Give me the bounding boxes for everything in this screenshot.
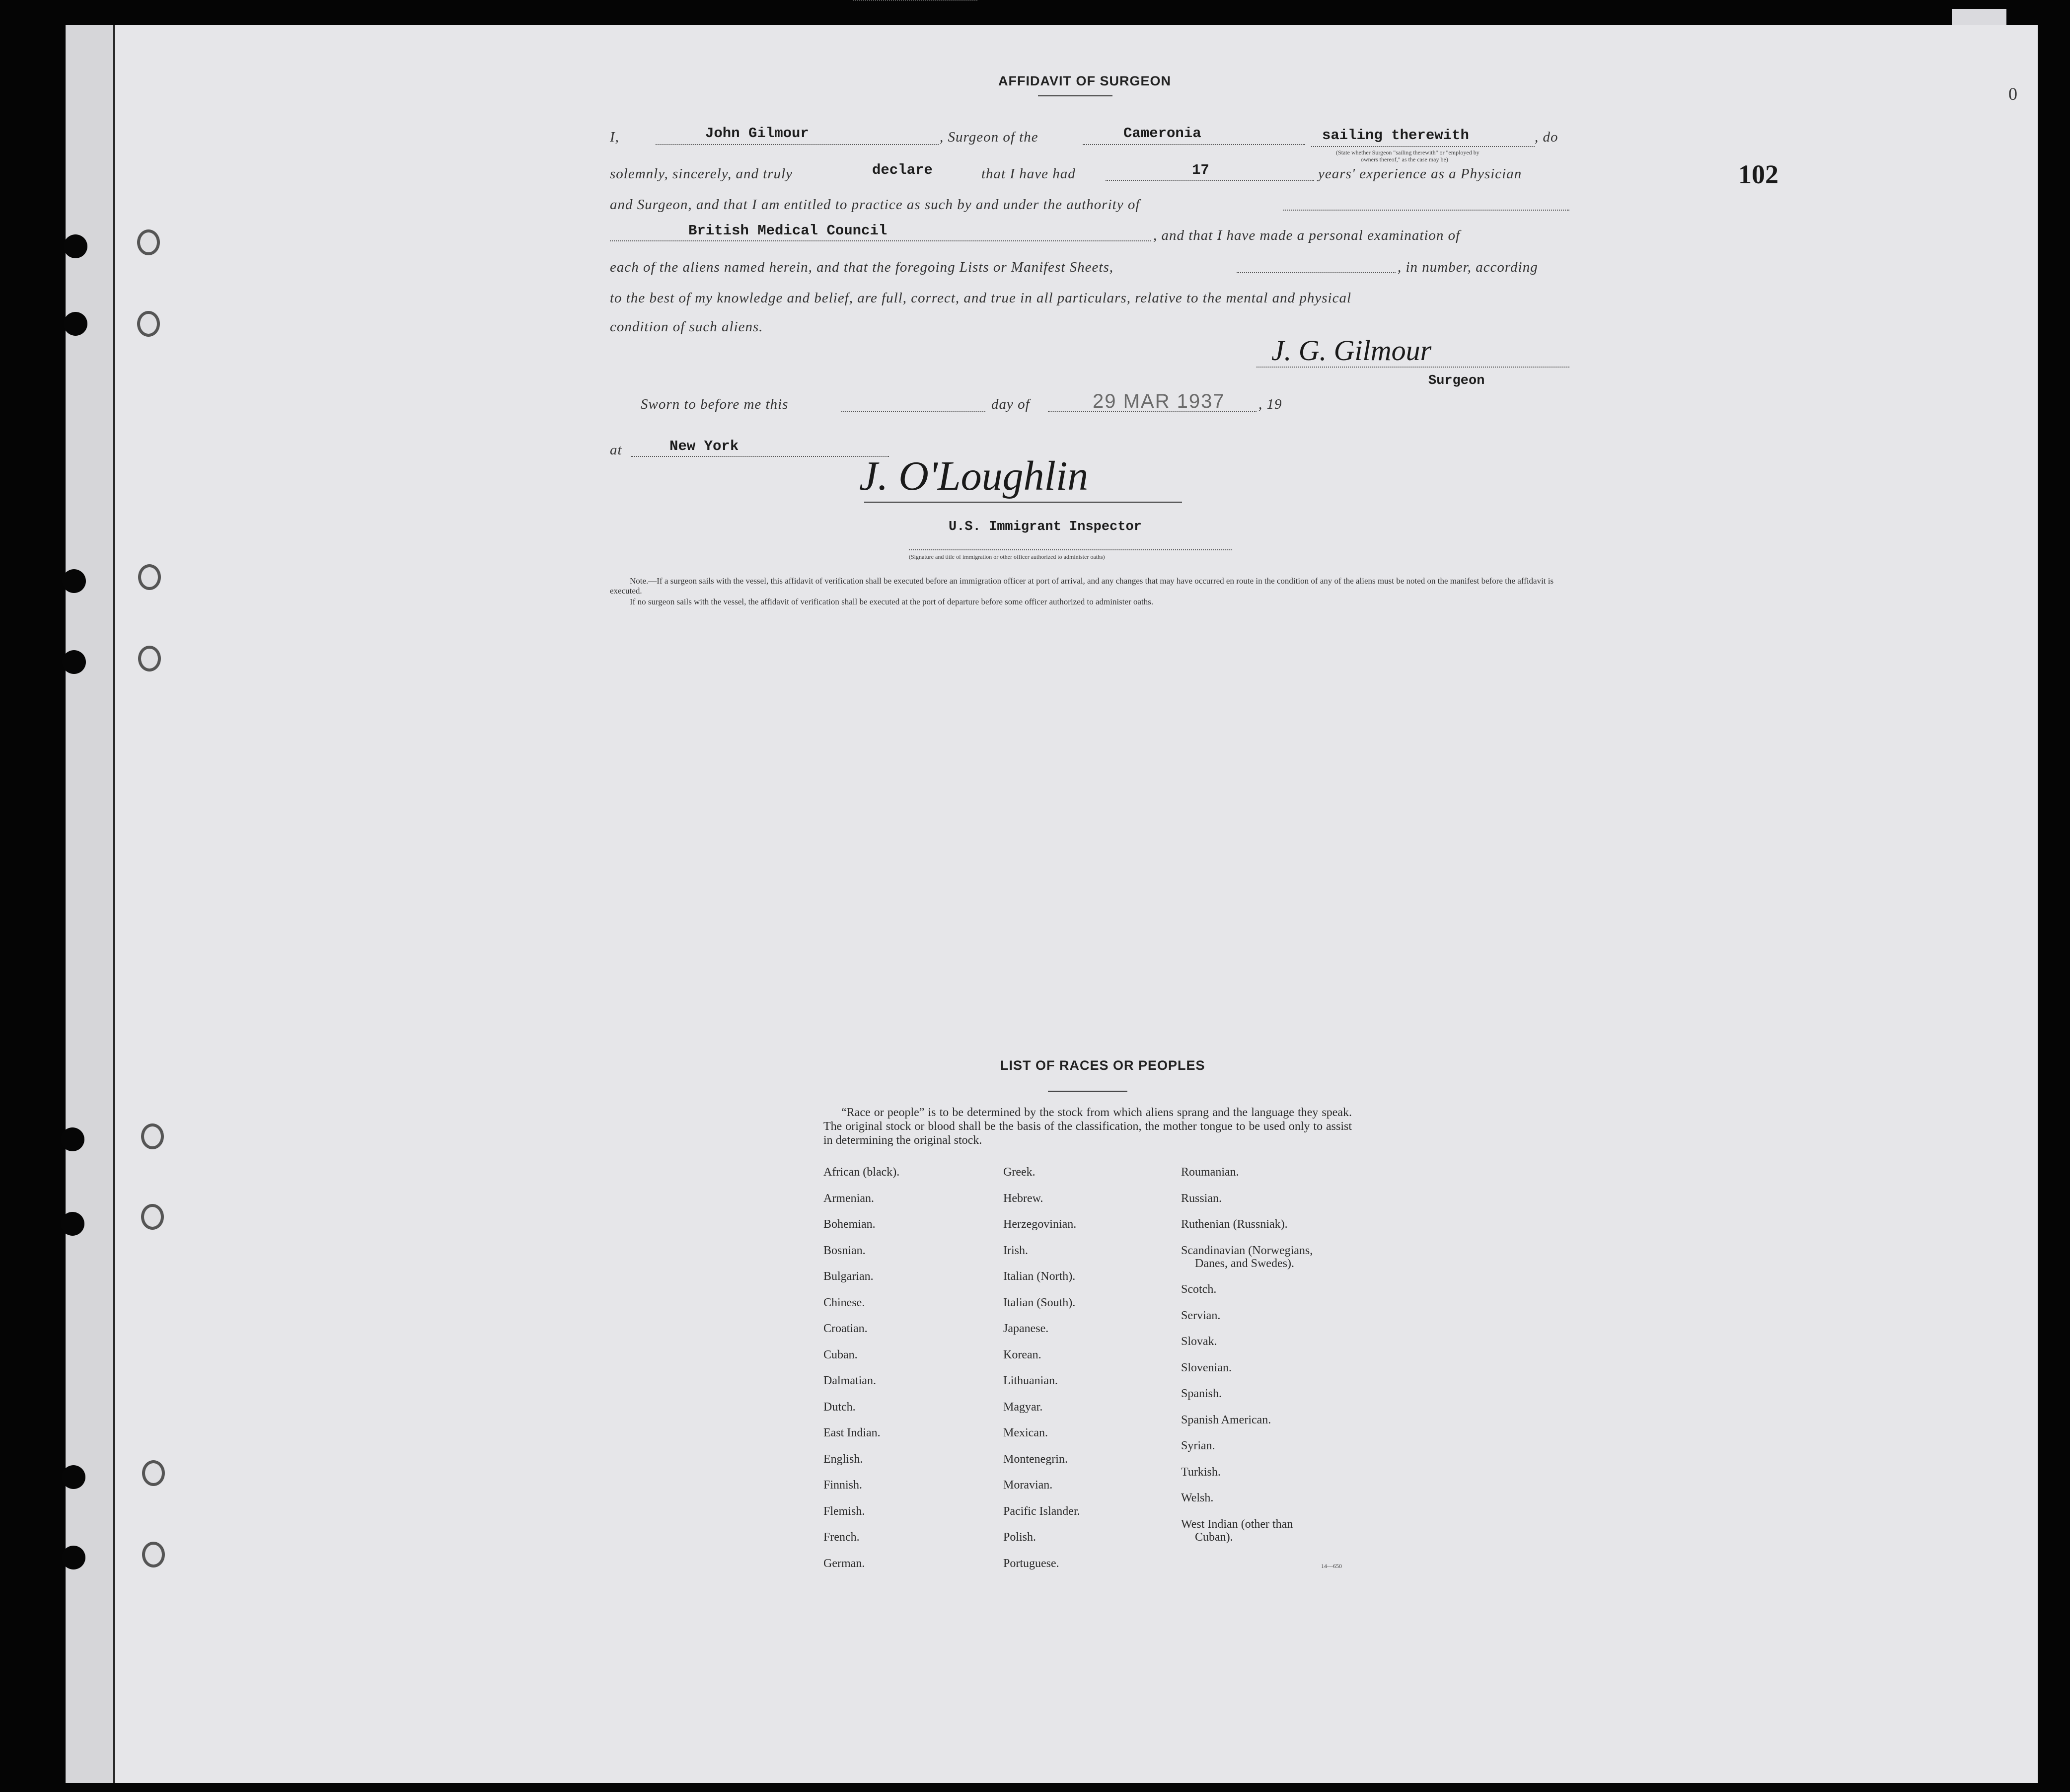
form-code: 14—650 (1321, 1563, 1342, 1569)
affidavit-text: , in number, according (1398, 259, 1538, 275)
race-item: Croatian. (823, 1322, 868, 1335)
binder-hole (62, 1465, 85, 1489)
binder-ring (138, 646, 161, 672)
sworn-day-line (841, 411, 985, 412)
affidavit-text: , do (1535, 129, 1558, 145)
affidavit-text: , and that I have made a personal examination of (1153, 227, 1461, 243)
races-column-1 (823, 1166, 899, 1583)
binder-hole (61, 1212, 84, 1236)
surgeon-signature-line (1257, 367, 1569, 368)
binder-hole (61, 1127, 84, 1151)
race-item: Irish. (1003, 1244, 1028, 1257)
race-item: Turkish. (1181, 1465, 1221, 1479)
binder-hole (64, 234, 87, 258)
race-item: Roumanian. (1181, 1166, 1239, 1179)
inspector-caption: (Signature and title of immigration or other officer authorized to administer oaths) (909, 553, 1105, 560)
corner-mark: 0 (2008, 84, 2017, 104)
affidavit-note: If no surgeon sails with the vessel, the affidavit of verification shall be executed at the port of departure before some officer authorized to administer oaths. (630, 597, 1154, 606)
affidavit-text: years' experience as a Physician (1318, 166, 1522, 182)
status-line (1311, 146, 1535, 147)
date-stamp: 29 MAR 1937 (1093, 390, 1225, 412)
races-column-3 (1181, 1166, 1313, 1544)
at-label: at (610, 442, 622, 458)
race-item: Danes, and Swedes). (1195, 1257, 1294, 1270)
race-item: Polish. (1003, 1531, 1036, 1544)
sheets-count-line (1237, 272, 1396, 273)
sworn-text: day of (991, 396, 1030, 412)
races-title-rule (1048, 1091, 1127, 1092)
race-item: French. (823, 1531, 860, 1544)
race-item: Pacific Islander. (1003, 1504, 1080, 1518)
race-item: English. (823, 1452, 863, 1466)
binder-hole (62, 650, 86, 674)
affidavit-text: I, (610, 129, 619, 145)
race-item: Greek. (1003, 1166, 1035, 1179)
race-item: Russian. (1181, 1192, 1222, 1205)
races-intro: “Race or people” is to be determined by the stock from which aliens sprang and the language they speak. The original stock or blood shall be the basis of the classification, the mother tongue to be used only to assist in determining the original stock. (823, 1106, 1352, 1147)
affidavit-text: , Surgeon of the (940, 129, 1038, 145)
binder-ring (142, 1542, 165, 1568)
status-instruction: owners thereof," as the case may be) (1361, 156, 1448, 163)
surgeon-status-field: sailing therewith (1322, 127, 1469, 144)
race-item: Cuban. (823, 1348, 858, 1361)
affidavit-text: condition of such aliens. (610, 319, 763, 335)
binder-ring (138, 564, 161, 590)
surgeon-signature: J. G. Gilmour (1271, 334, 1432, 367)
affidavit-text: that I have had (981, 166, 1076, 182)
race-item: Magyar. (1003, 1400, 1043, 1414)
race-item: Ruthenian (Russniak). (1181, 1218, 1288, 1231)
surgeon-name-line (656, 144, 939, 145)
race-item: Welsh. (1181, 1492, 1214, 1504)
inspector-signature: J. O'Loughlin (859, 453, 1089, 499)
race-item: Spanish American. (1181, 1413, 1271, 1426)
race-item: Italian (North). (1003, 1270, 1076, 1283)
race-item: Chinese. (823, 1296, 865, 1309)
affidavit-note: Note.—If a surgeon sails with the vessel, this affidavit of verification shall be executed before an immigration officer at port of arrival, and any changes that may have occurred en route in the condition of any of the aliens must be noted on the manifest before the affidavit is executed. (610, 576, 1554, 596)
race-item: Italian (South). (1003, 1296, 1076, 1309)
race-item: Finnish. (823, 1479, 863, 1492)
race-item: Montenegrin. (1003, 1452, 1068, 1466)
binder-hole (62, 1546, 85, 1569)
years-field: 17 (1192, 162, 1209, 178)
ship-name-field: Cameronia (1123, 125, 1201, 142)
sworn-month-line (1048, 411, 1257, 412)
race-item: Korean. (1003, 1348, 1041, 1361)
inspector-signature-line (864, 502, 1182, 503)
page-number: 102 (1738, 159, 1778, 189)
race-item: Slovenian. (1181, 1361, 1232, 1374)
race-item: Dutch. (823, 1400, 856, 1414)
race-item: Herzegovinian. (1003, 1218, 1077, 1231)
race-item: Slovak. (1181, 1335, 1217, 1348)
race-item: Hebrew. (1003, 1192, 1043, 1205)
race-item: Lithuanian. (1003, 1374, 1058, 1387)
binder-ring (137, 229, 160, 255)
affidavit-text: and Surgeon, and that I am entitled to practice as such by and under the authority of (610, 197, 1140, 213)
declare-field: declare (872, 162, 933, 178)
race-item: Bohemian. (823, 1218, 876, 1231)
race-item: Cuban). (1195, 1530, 1233, 1544)
status-instruction: (State whether Surgeon "sailing therewith" or "employed by (1336, 149, 1479, 156)
binder-ring (137, 311, 160, 337)
race-item: West Indian (other than (1181, 1517, 1293, 1531)
binder-ring (141, 1123, 164, 1149)
race-item: Mexican. (1003, 1426, 1048, 1439)
affidavit-text: solemnly, sincerely, and truly (610, 166, 793, 182)
race-item: Flemish. (823, 1504, 865, 1518)
race-item: African (black). (823, 1166, 900, 1179)
race-item: Moravian. (1003, 1479, 1053, 1492)
binder-ring (141, 1204, 164, 1230)
races-column-2 (1003, 1166, 1080, 1583)
sworn-text: Sworn to before me this (641, 396, 789, 412)
race-item: Scandinavian (Norwegians, (1181, 1244, 1313, 1257)
inspector-title: U.S. Immigrant Inspector (949, 520, 1142, 534)
race-item: Japanese. (1003, 1322, 1049, 1335)
sworn-text: , 19 (1258, 396, 1282, 412)
authority-line (610, 240, 1151, 241)
binding-strip (66, 25, 115, 1783)
page-edge-tab (1952, 9, 2006, 26)
race-item: Servian. (1181, 1309, 1221, 1322)
races-title: LIST OF RACES OR PEOPLES (1000, 1058, 1205, 1073)
declare-line (853, 0, 977, 1)
race-item: East Indian. (823, 1426, 881, 1439)
affidavit-title: AFFIDAVIT OF SURGEON (998, 74, 1171, 88)
title-rule (1038, 95, 1112, 96)
binder-hole (62, 569, 86, 593)
race-item: Bosnian. (823, 1244, 866, 1257)
inspector-title-line (909, 549, 1232, 550)
ship-name-line (1083, 144, 1305, 145)
race-item: Syrian. (1181, 1439, 1215, 1452)
race-item: Spanish. (1181, 1387, 1222, 1400)
surgeon-label: Surgeon (1428, 373, 1485, 388)
affidavit-text: to the best of my knowledge and belief, are full, correct, and true in all particulars, relative to the mental and physical (610, 290, 1352, 306)
authority-line-top (1283, 210, 1569, 211)
race-item: Bulgarian. (823, 1270, 874, 1283)
years-line (1106, 180, 1314, 181)
race-item: Dalmatian. (823, 1374, 876, 1387)
place-line (631, 456, 889, 457)
race-item: Armenian. (823, 1192, 874, 1205)
race-item: Portuguese. (1003, 1557, 1059, 1570)
surgeon-name-field: John Gilmour (705, 125, 809, 142)
race-item: Scotch. (1181, 1283, 1217, 1296)
race-item: German. (823, 1557, 865, 1570)
authority-field: British Medical Council (688, 223, 887, 239)
affidavit-text: each of the aliens named herein, and that the foregoing Lists or Manifest Sheets, (610, 259, 1113, 275)
place-field: New York (669, 438, 739, 454)
binder-ring (142, 1460, 165, 1486)
binder-hole (64, 312, 87, 336)
